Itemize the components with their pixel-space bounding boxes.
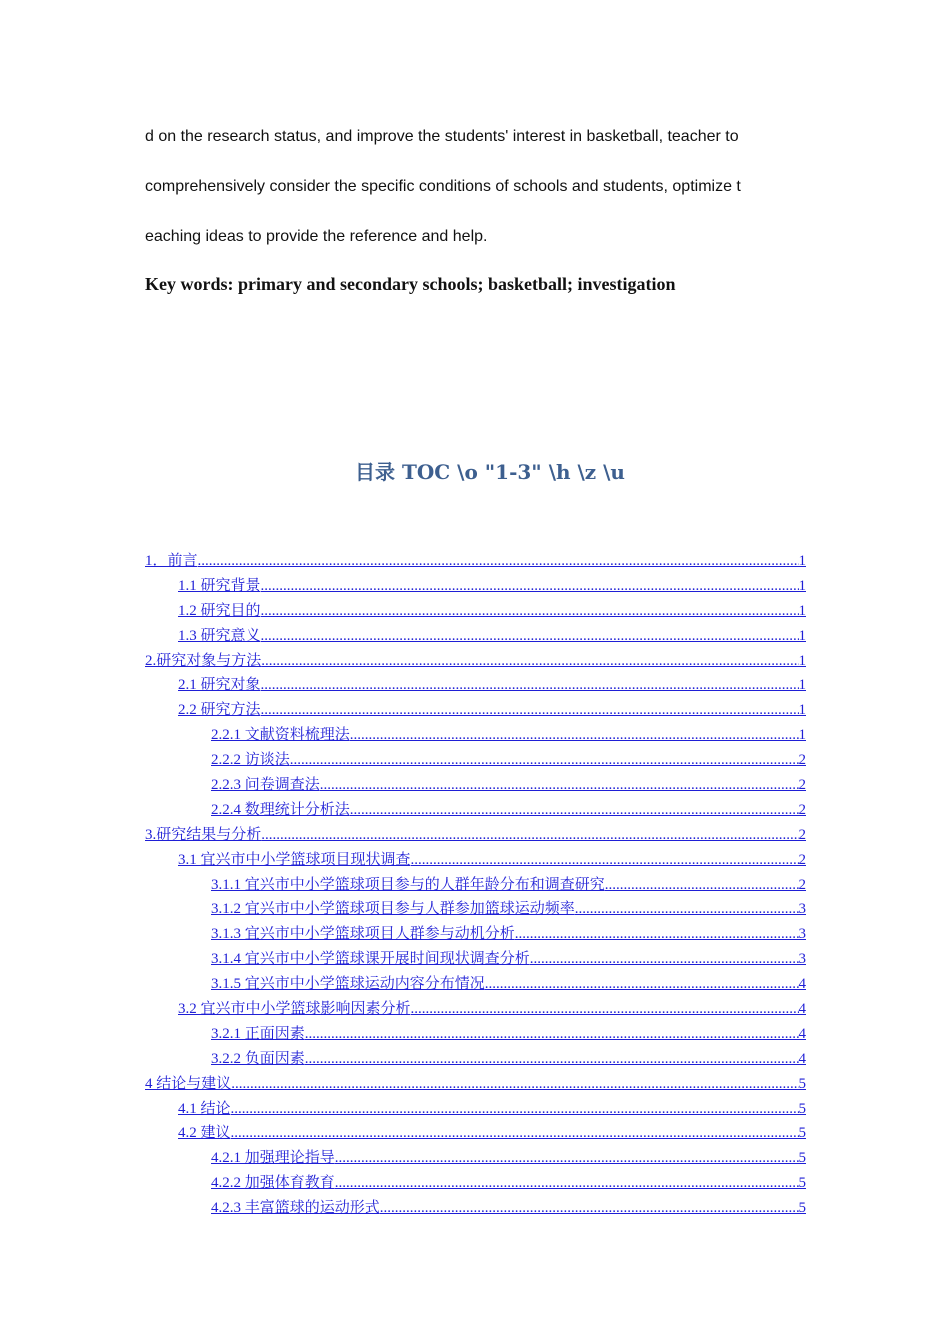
- toc-entry[interactable]: [0, 1022, 806, 1047]
- toc-page-number: 2: [798, 777, 806, 794]
- toc-page-number: 2: [798, 851, 806, 868]
- toc-entry-title: 3.1.5 宜兴市中小学篮球运动内容分布情况: [211, 976, 485, 993]
- toc-dot-leader: [411, 852, 799, 869]
- toc-entry[interactable]: [0, 748, 806, 773]
- toc-dot-leader: [261, 653, 798, 670]
- toc-dot-leader: [261, 677, 799, 694]
- toc-entry-title: 4.2.2 加强体育教育: [211, 1175, 335, 1192]
- toc-page-number: 2: [798, 826, 806, 843]
- abstract-line-2: comprehensively consider the specific conditions of schools and students, optimize t: [145, 178, 741, 195]
- toc-entry[interactable]: [0, 897, 806, 922]
- toc-page-number: 5: [798, 1200, 806, 1217]
- toc-entry-title: 1．前言: [145, 553, 198, 569]
- toc-dot-leader: [350, 727, 799, 744]
- toc-dot-leader: [350, 802, 799, 819]
- toc-entry[interactable]: [0, 549, 806, 574]
- toc-entry[interactable]: [0, 698, 806, 723]
- toc-dot-leader: [231, 1125, 799, 1142]
- toc-page-number: 1: [798, 702, 806, 719]
- toc-entry[interactable]: [0, 1097, 806, 1122]
- toc-entry-title: 2.2.4 数理统计分析法: [211, 801, 350, 818]
- toc-entry[interactable]: [0, 1121, 806, 1146]
- toc-page-number: 4: [798, 1025, 806, 1042]
- toc-dot-leader: [261, 702, 799, 719]
- toc-entry-title: 3.1.1 宜兴市中小学篮球项目参与的人群年龄分布和调查研究: [211, 876, 605, 893]
- toc-title: 目录 TOC \o "1-3" \h \z \u: [355, 460, 625, 484]
- toc-page-number: 2: [798, 801, 806, 818]
- toc-dot-leader: [485, 976, 799, 993]
- toc-entry-title: 2.1 研究对象: [178, 677, 261, 694]
- toc-page-number: 2: [798, 876, 806, 893]
- toc-page-number: 1: [798, 677, 806, 694]
- toc-page-number: 1: [798, 602, 806, 619]
- toc-entry-title: 3.1 宜兴市中小学篮球项目现状调查: [178, 851, 411, 868]
- toc-page-number: 5: [798, 1125, 806, 1142]
- toc-dot-leader: [575, 901, 799, 918]
- toc-entry[interactable]: [0, 624, 806, 649]
- toc-entry[interactable]: [0, 574, 806, 599]
- toc-page-number: 5: [798, 1175, 806, 1192]
- toc-dot-leader: [411, 1001, 799, 1018]
- toc-entry-title: 4.2.3 丰富篮球的运动形式: [211, 1200, 380, 1217]
- toc-dot-leader: [261, 827, 798, 844]
- toc-page-number: 4: [798, 1050, 806, 1067]
- toc-page-number: 1: [798, 652, 806, 669]
- toc-dot-leader: [261, 628, 799, 645]
- toc-entry-title: 1.2 研究目的: [178, 602, 261, 619]
- toc-page-number: 2: [798, 752, 806, 769]
- toc-entry[interactable]: [0, 1196, 806, 1221]
- toc-entry[interactable]: [0, 848, 806, 873]
- toc-page-number: 1: [798, 627, 806, 644]
- toc-entry-title: 3.1.3 宜兴市中小学篮球项目人群参与动机分析: [211, 926, 515, 943]
- toc-entry-title: 2.2.2 访谈法: [211, 752, 290, 769]
- toc-dot-leader: [605, 877, 799, 894]
- toc-entry[interactable]: [0, 1072, 806, 1097]
- abstract-line-1: d on the research status, and improve the students' interest in basketball, teacher to: [145, 128, 739, 145]
- toc-entry-title: 2.2 研究方法: [178, 702, 261, 719]
- table-of-contents: [0, 549, 950, 1221]
- toc-entry-title: 2.2.1 文献资料梳理法: [211, 727, 350, 744]
- toc-entry-title: 2.2.3 问卷调查法: [211, 777, 320, 794]
- toc-entry[interactable]: [0, 997, 806, 1022]
- toc-entry[interactable]: [0, 599, 806, 624]
- toc-entry-title: 4.2.1 加强理论指导: [211, 1150, 335, 1167]
- toc-dot-leader: [335, 1175, 799, 1192]
- toc-entry-title: 3.2 宜兴市中小学篮球影响因素分析: [178, 1001, 411, 1018]
- toc-entry-title: 4.1 结论: [178, 1100, 231, 1117]
- toc-entry-title: 3.1.4 宜兴市中小学篮球课开展时间现状调查分析: [211, 951, 530, 968]
- toc-dot-leader: [261, 578, 799, 595]
- toc-entry[interactable]: [0, 1047, 806, 1072]
- toc-entry[interactable]: [0, 873, 806, 898]
- toc-entry-title: 2.研究对象与方法: [145, 652, 262, 669]
- toc-entry[interactable]: [0, 1171, 806, 1196]
- toc-entry[interactable]: [0, 1146, 806, 1171]
- toc-dot-leader: [261, 603, 799, 620]
- toc-dot-leader: [380, 1200, 799, 1217]
- toc-entry[interactable]: [0, 673, 806, 698]
- toc-page-number: 3: [798, 901, 806, 918]
- toc-page-number: 5: [798, 1150, 806, 1167]
- toc-entry-title: 3.2.2 负面因素: [211, 1050, 305, 1067]
- toc-entry-title: 3.1.2 宜兴市中小学篮球项目参与人群参加篮球运动频率: [211, 901, 575, 918]
- toc-entry[interactable]: [0, 723, 806, 748]
- toc-dot-leader: [320, 777, 799, 794]
- toc-dot-leader: [198, 553, 799, 570]
- toc-entry-title: 4.2 建议: [178, 1125, 231, 1142]
- toc-dot-leader: [290, 752, 799, 769]
- toc-entry[interactable]: [0, 947, 806, 972]
- toc-page-number: 1: [798, 577, 806, 594]
- toc-page-number: 4: [798, 1001, 806, 1018]
- keywords: Key words: primary and secondary schools; basketball; investigation: [145, 274, 676, 294]
- toc-entry-title: 1.1 研究背景: [178, 577, 261, 594]
- toc-dot-leader: [515, 926, 799, 943]
- toc-dot-leader: [305, 1026, 799, 1043]
- toc-dot-leader: [335, 1150, 799, 1167]
- toc-page-number: 3: [798, 951, 806, 968]
- toc-dot-leader: [305, 1051, 799, 1068]
- toc-page-number: 4: [798, 976, 806, 993]
- toc-entry[interactable]: [0, 649, 806, 674]
- toc-dot-leader: [231, 1101, 799, 1118]
- toc-dot-leader: [231, 1076, 798, 1093]
- toc-page-number: 5: [798, 1075, 806, 1092]
- toc-entry[interactable]: [0, 798, 806, 823]
- toc-page-number: 1: [798, 727, 806, 744]
- toc-dot-leader: [530, 951, 799, 968]
- toc-entry[interactable]: [0, 922, 806, 947]
- toc-page-number: 3: [798, 926, 806, 943]
- toc-page-number: 5: [798, 1100, 806, 1117]
- toc-entry-title: 1.3 研究意义: [178, 627, 261, 644]
- toc-entry-title: 4 结论与建议: [145, 1075, 232, 1092]
- toc-entry[interactable]: [0, 972, 806, 997]
- abstract-line-3: eaching ideas to provide the reference and help.: [145, 228, 488, 245]
- toc-entry[interactable]: [0, 773, 806, 798]
- toc-entry[interactable]: [0, 823, 806, 848]
- toc-entry-title: 3.2.1 正面因素: [211, 1025, 305, 1042]
- toc-entry-title: 3.研究结果与分析: [145, 826, 262, 843]
- toc-page-number: 1: [798, 553, 806, 569]
